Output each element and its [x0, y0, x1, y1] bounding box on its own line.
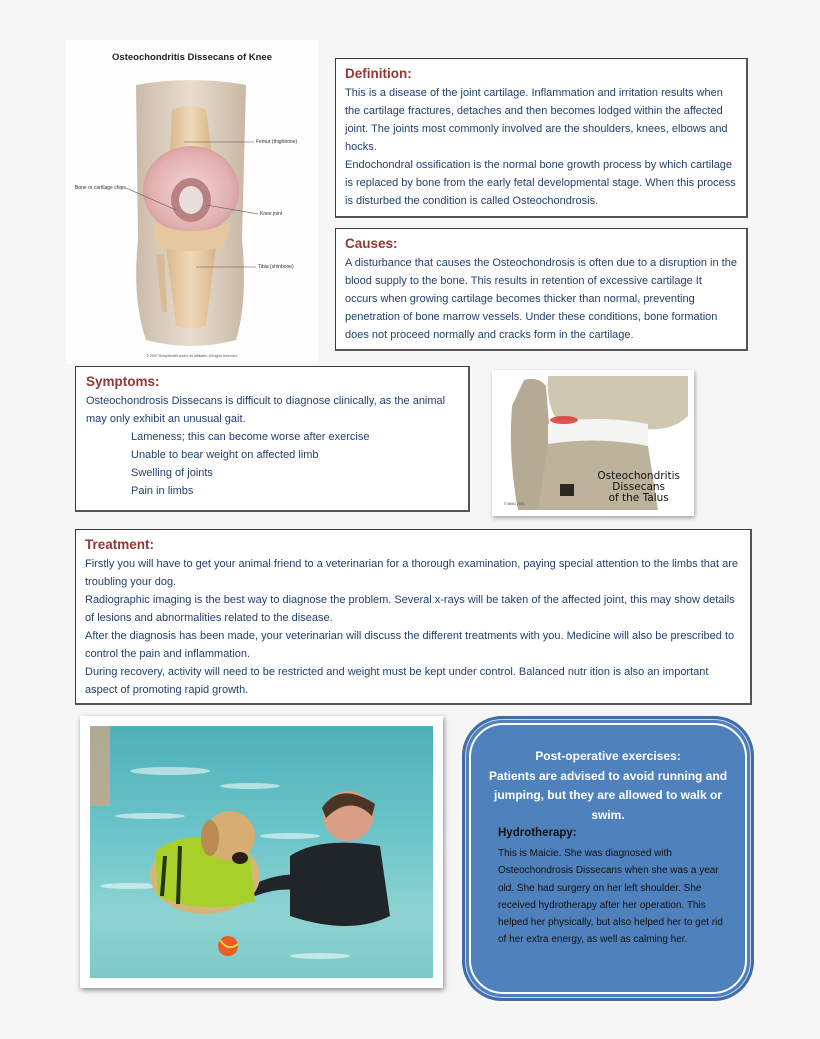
- definition-heading: Definition:: [345, 66, 412, 81]
- label-knee-joint: Knee joint: [260, 211, 283, 217]
- symptom-item: Unable to bear weight on affected limb: [131, 449, 319, 461]
- hydrotherapy-photo: [80, 716, 443, 988]
- knee-illustration: [66, 40, 318, 364]
- knee-figure-title: Osteochondritis Dissecans of Knee: [112, 52, 272, 63]
- label-chips: Bone or cartilage chips: [75, 185, 126, 191]
- treatment-heading: Treatment:: [85, 537, 155, 552]
- treatment-paragraph: Radiographic imaging is the best way to diagnose the problem. Several x-rays will be taken of the affected joint, this may show details of lesions and abnormalities related to the disease.: [85, 594, 735, 624]
- talus-illustration: [492, 370, 694, 516]
- treatment-box: [75, 529, 752, 705]
- post-operative-advice: Patients are advised to avoid running and jumping, but they are allowed to walk or swim.: [488, 768, 728, 822]
- symptoms-heading: Symptoms:: [86, 374, 160, 389]
- causes-box: [335, 228, 748, 351]
- causes-heading: Causes:: [345, 236, 398, 251]
- symptom-item: Lameness; this can become worse after exercise: [131, 431, 370, 443]
- label-tibia: Tibia (shinbone): [258, 264, 294, 270]
- label-femur: Femur (thighbone): [256, 139, 298, 145]
- symptom-item: Pain in limbs: [131, 485, 194, 497]
- symptom-item: Swelling of joints: [131, 467, 213, 479]
- dog-in-pool-image: [90, 726, 433, 978]
- definition-paragraph: Endochondral ossification is the normal bone growth process by which cartilage is replaced by bone from the early fetal developmental stage. When this process is disturbed the condition is called Osteochondrosis.: [345, 159, 736, 207]
- treatment-paragraph: Firstly you will have to get your animal friend to a veterinarian for a thorough examination, paying special attention to the limbs that are troubling your dog.: [85, 558, 739, 588]
- treatment-paragraph: After the diagnosis has been made, your veterinarian will discuss the different treatments with you. Medicine will also be prescribed to control the pain and inflammation.: [85, 630, 735, 660]
- talus-credit: © MMG 2001: [504, 502, 525, 506]
- knee-copyright: © 2007 RelayHealth and/or its affiliates. All rights reserved.: [146, 354, 238, 358]
- post-operative-box: [462, 716, 754, 1001]
- hydrotherapy-heading: Hydrotherapy:: [498, 827, 577, 839]
- talus-caption: Osteochondritis Dissecans of the Talus: [597, 470, 680, 504]
- definition-paragraph: This is a disease of the joint cartilage. Inflammation and irritation results when the cartilage fractures, detaches and then becomes lodged within the affected joint. The joints most commonly involved are the shoulders, knees, elbows and hocks.: [345, 87, 728, 153]
- hydrotherapy-text: This is Maicie. She was diagnosed with Osteochondrosis Dissecans when she was a year old. She had surgery on her left shoulder. She received hydrotherapy after her operation. This helped her physically, but also helped her to get rid of her extra energy, as well as calming her.: [498, 848, 723, 946]
- knee-anatomy-drawing: [66, 40, 318, 364]
- definition-box: [335, 58, 748, 218]
- treatment-paragraph: During recovery, activity will need to be restricted and weight must be kept under control. Balanced nutr ition is also an important aspect of promoting rapid growth.: [85, 666, 709, 696]
- symptoms-box: [75, 366, 470, 512]
- post-operative-heading: Post-operative exercises:: [535, 749, 681, 763]
- symptoms-intro: Osteochondrosis Dissecans is difficult to diagnose clinically, as the animal may only exhibit an unusual gait.: [86, 395, 446, 425]
- causes-paragraph: A disturbance that causes the Osteochondrosis is often due to a disruption in the blood supply to the bone. This results in retention of excessive cartilage It occurs when growing cartilage becomes thicker than normal, preventing penetration of bone marrow vessels. Under these conditions, bone formation does not proceed normally and cracks form in the cartilage.: [345, 257, 737, 341]
